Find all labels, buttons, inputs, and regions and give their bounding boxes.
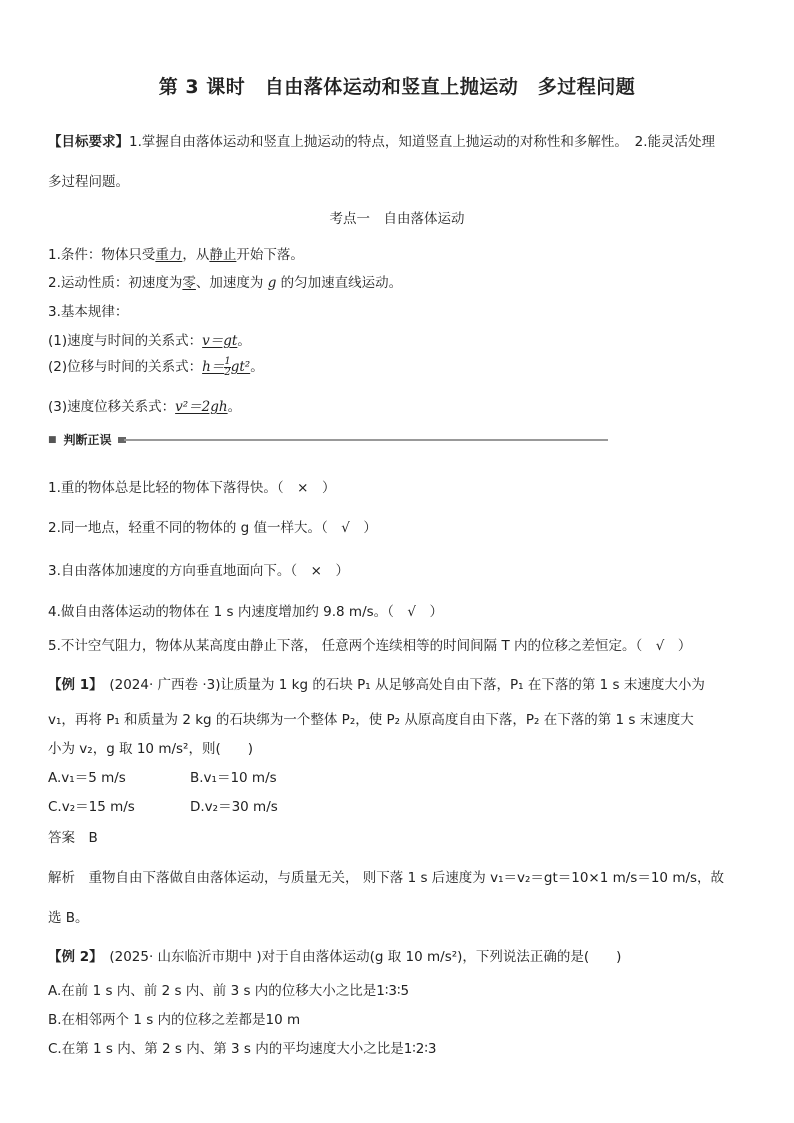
judge-item: 5.不计空气阻力，物体从某高度由静止下落， 任意两个连续相等的时间间隔 T 内的位移之差恒定。（ √ ） bbox=[48, 638, 692, 654]
condition-2 bbox=[48, 271, 402, 291]
condition-2-mid: 、加速度为 bbox=[195, 275, 268, 291]
rule-2-end: 。 bbox=[250, 359, 264, 375]
analysis-line-2: 选 B。 bbox=[48, 910, 89, 926]
rule-2-tail: gt² bbox=[230, 359, 251, 375]
condition-1-end: 开始下落。 bbox=[236, 247, 304, 263]
rule-2-formula bbox=[202, 356, 251, 378]
rule-2-h: h＝ bbox=[202, 359, 225, 375]
rule-1-formula: v＝gt bbox=[202, 333, 238, 349]
goal-label: 【目标要求】 bbox=[48, 134, 129, 150]
judge-item: 4.做自由落体运动的物体在 1 s 内速度增加约 9.8 m/s。（ √ ） bbox=[48, 604, 444, 620]
option-d: D.v₂＝30 m/s bbox=[190, 799, 278, 815]
example-2-text-1: (2025· 山东临沂市期中 )对于自由落体运动(g 取 10 m/s²)，下列说法正确的是( ) bbox=[109, 949, 622, 965]
option-b: B.在相邻两个 1 s 内的位移之差都是10 m bbox=[48, 1012, 301, 1028]
option-b: B.v₁＝10 m/s bbox=[190, 770, 277, 786]
judge-item: 3.自由落体加速度的方向垂直地面向下。（ × ） bbox=[48, 563, 349, 579]
answer: 答案 B bbox=[48, 830, 98, 846]
rule-1-text: (1)速度与时间的关系式： bbox=[48, 333, 203, 349]
judge-item: 2.同一地点，轻重不同的物体的 g 值一样大。（ √ ） bbox=[48, 520, 377, 536]
rule-2-text: (2)位移与时间的关系式： bbox=[48, 359, 203, 375]
fraction-numerator: 1 bbox=[224, 356, 231, 367]
rule-1 bbox=[48, 329, 251, 349]
example-1-line-1 bbox=[48, 673, 705, 693]
rule-3-end: 。 bbox=[227, 399, 242, 415]
condition-3: 3.基本规律： bbox=[48, 304, 129, 320]
example-1-line-3: 小为 v₂，g 取 10 m/s²，则( ) bbox=[48, 741, 253, 757]
condition-2-end: 的匀加速直线运动。 bbox=[276, 275, 403, 291]
rule-3-formula: v²＝2gh bbox=[175, 399, 228, 415]
example-1-label: 【例 1】 bbox=[48, 677, 96, 693]
symbol-g: g bbox=[267, 275, 277, 291]
condition-1-mid: ，从 bbox=[182, 247, 210, 263]
answer-blank-gravity: 重力 bbox=[155, 247, 183, 263]
divider-line bbox=[124, 439, 608, 441]
example-1-text-1: (2024· 广西卷 ·3)让质量为 1 kg 的石块 P₁ 从足够高处自由下落，P₁ 在下落的第 1 s 末速度大小为 bbox=[109, 677, 705, 693]
bullet-icon: ■ bbox=[48, 434, 58, 445]
goal-line-2: 多过程问题。 bbox=[48, 174, 129, 190]
rule-2 bbox=[48, 355, 264, 378]
condition-1-text: 1.条件：物体只受 bbox=[48, 247, 156, 263]
rule-1-end: 。 bbox=[237, 333, 251, 349]
option-a: A.v₁＝5 m/s bbox=[48, 770, 126, 786]
example-2-line-1 bbox=[48, 945, 621, 965]
example-1-line-2: v₁，再将 P₁ 和质量为 2 kg 的石块绑为一个整体 P₂，使 P₂ 从原高度自由下落，P₂ 在下落的第 1 s 末速度大 bbox=[48, 712, 694, 728]
analysis-line-1: 解析 重物自由下落做自由落体运动，与质量无关， 则下落 1 s 后速度为 v₁＝v₂＝gt＝10×1 m/s＝10 m/s，故 bbox=[48, 870, 725, 886]
answer-blank-rest: 静止 bbox=[209, 247, 237, 263]
goal-text-1: 1.掌握自由落体运动和竖直上抛运动的特点，知道竖直上抛运动的对称性和多解性。 2.能灵活处理 bbox=[129, 134, 716, 150]
page-title: 第 3 课时 自由落体运动和竖直上抛运动 多过程问题 bbox=[158, 76, 636, 98]
answer-blank-zero: 零 bbox=[182, 275, 196, 291]
judge-heading bbox=[48, 431, 112, 448]
option-c: C.v₂＝15 m/s bbox=[48, 799, 135, 815]
rule-3-text: (3)速度位移关系式： bbox=[48, 399, 176, 415]
condition-2-text: 2.运动性质：初速度为 bbox=[48, 275, 183, 291]
option-a: A.在前 1 s 内、前 2 s 内、前 3 s 内的位移大小之比是1∶3∶5 bbox=[48, 983, 410, 999]
judge-item: 1.重的物体总是比轻的物体下落得快。（ × ） bbox=[48, 480, 336, 496]
example-2-label: 【例 2】 bbox=[48, 949, 96, 965]
fraction-denominator: 2 bbox=[224, 367, 231, 378]
section-heading: 考点一 自由落体运动 bbox=[329, 211, 465, 227]
goal-line-1 bbox=[48, 130, 715, 150]
option-c: C.在第 1 s 内、第 2 s 内、第 3 s 内的平均速度大小之比是1∶2∶3 bbox=[48, 1041, 437, 1057]
condition-1 bbox=[48, 243, 304, 263]
judge-heading-text: 判断正误 bbox=[63, 433, 112, 447]
rule-3 bbox=[48, 395, 241, 415]
